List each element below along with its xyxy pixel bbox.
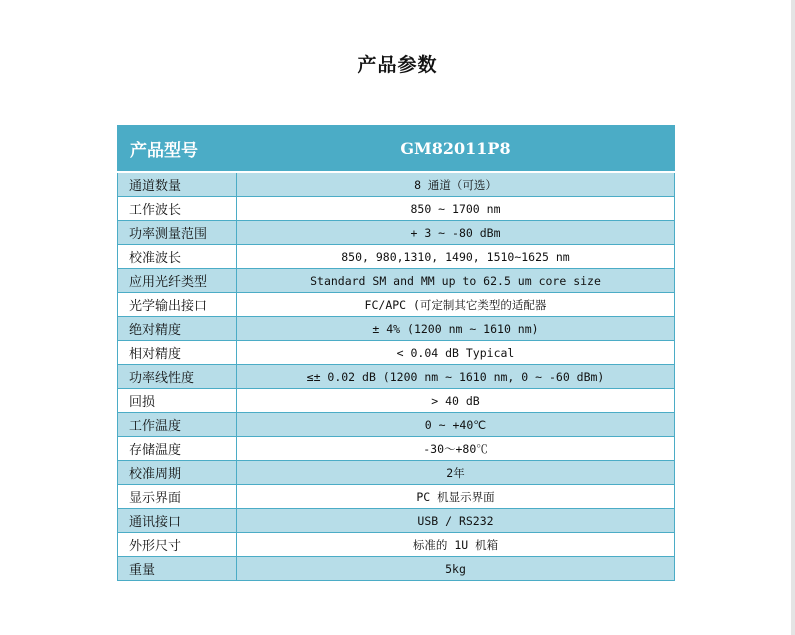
spec-value: 标准的 1U 机箱 (237, 533, 675, 557)
spec-label: 功率测量范围 (118, 221, 237, 245)
spec-value: FC/APC (可定制其它类型的适配器 (237, 293, 675, 317)
spec-value: USB / RS232 (237, 509, 675, 533)
spec-label: 光学输出接口 (118, 293, 237, 317)
spec-table (117, 125, 675, 581)
table-row (118, 533, 675, 557)
spec-value: < 0.04 dB Typical (237, 341, 675, 365)
spec-label: 回损 (118, 389, 237, 413)
table-row (118, 172, 675, 197)
spec-label: 工作温度 (118, 413, 237, 437)
spec-label: 显示界面 (118, 485, 237, 509)
table-row (118, 365, 675, 389)
table-row (118, 197, 675, 221)
table-row (118, 293, 675, 317)
table-row (118, 221, 675, 245)
table-row (118, 269, 675, 293)
page-title: 产品参数 (357, 54, 438, 76)
table-row (118, 557, 675, 581)
spec-value: + 3 ~ -80 dBm (237, 221, 675, 245)
spec-value: 5kg (237, 557, 675, 581)
spec-value: 8 通道（可选） (237, 172, 675, 197)
table-row (118, 317, 675, 341)
table-row (118, 461, 675, 485)
spec-label: 重量 (118, 557, 237, 581)
spec-value: > 40 dB (237, 389, 675, 413)
spec-value: PC 机显示界面 (237, 485, 675, 509)
spec-value: 2年 (237, 461, 675, 485)
spec-label: 绝对精度 (118, 317, 237, 341)
table-row (118, 437, 675, 461)
spec-label: 校准周期 (118, 461, 237, 485)
header-label: 产品型号 (118, 126, 237, 173)
spec-table-body (118, 172, 675, 581)
spec-label: 存储温度 (118, 437, 237, 461)
spec-value: 0 ~ +40℃ (237, 413, 675, 437)
spec-label: 通讯接口 (118, 509, 237, 533)
spec-value: ± 4% (1200 nm ~ 1610 nm) (237, 317, 675, 341)
table-row (118, 389, 675, 413)
table-row (118, 245, 675, 269)
spec-value: Standard SM and MM up to 62.5 um core size (237, 269, 675, 293)
spec-value: -30～+80℃ (237, 437, 675, 461)
spec-label: 通道数量 (118, 172, 237, 197)
table-header-row (118, 126, 675, 173)
table-row (118, 341, 675, 365)
spec-value: 850 ~ 1700 nm (237, 197, 675, 221)
table-row (118, 413, 675, 437)
spec-value: ≤± 0.02 dB (1200 nm ~ 1610 nm, 0 ~ -60 dBm) (237, 365, 675, 389)
table-row (118, 509, 675, 533)
spec-label: 相对精度 (118, 341, 237, 365)
header-model: GM82011P8 (237, 126, 675, 173)
spec-label: 功率线性度 (118, 365, 237, 389)
spec-label: 外形尺寸 (118, 533, 237, 557)
spec-label: 工作波长 (118, 197, 237, 221)
spec-value: 850, 980,1310, 1490, 1510~1625 nm (237, 245, 675, 269)
page-edge (791, 0, 795, 635)
table-row (118, 485, 675, 509)
spec-label: 校准波长 (118, 245, 237, 269)
spec-label: 应用光纤类型 (118, 269, 237, 293)
